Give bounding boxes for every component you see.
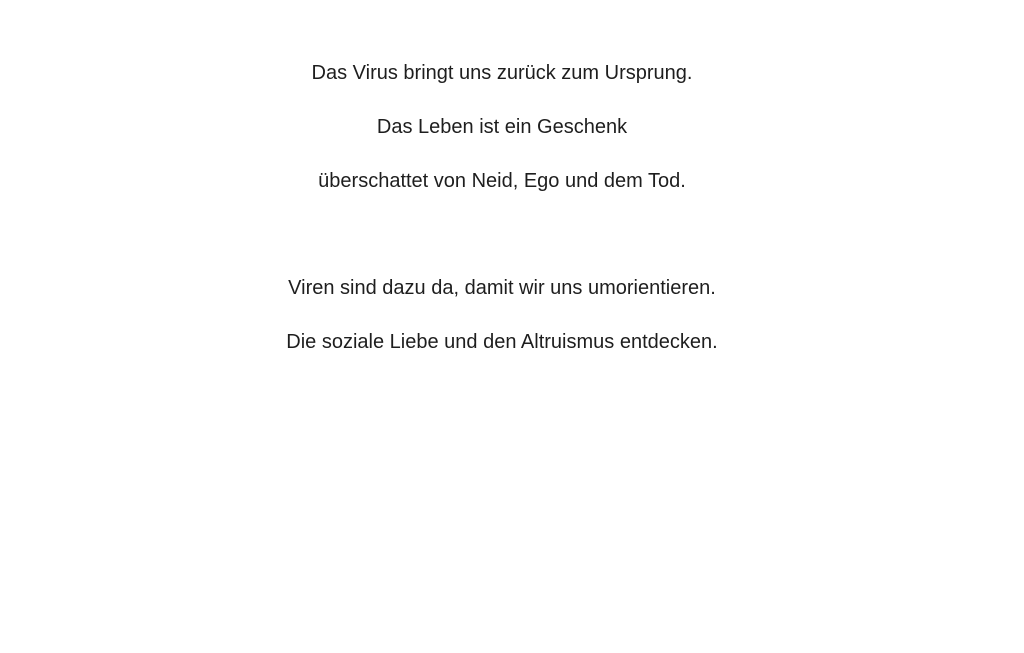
poem-line: Die soziale Liebe und den Altruismus entdecken. bbox=[286, 331, 718, 353]
poem-line: Viren sind dazu da, damit wir uns umorientieren. bbox=[288, 277, 716, 299]
poem-line: Das Leben ist ein Geschenk bbox=[376, 116, 628, 138]
poem-line: überschattet von Neid, Ego und dem Tod. bbox=[318, 170, 686, 192]
poem-line: Das Virus bringt uns zurück zum Ursprung. bbox=[311, 62, 693, 84]
